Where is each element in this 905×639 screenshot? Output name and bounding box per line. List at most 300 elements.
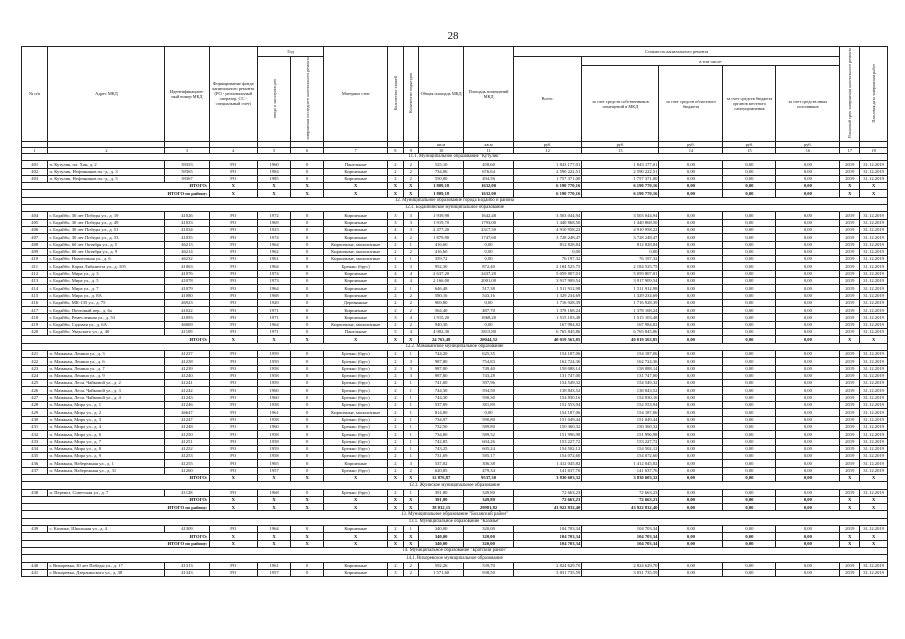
table-cell: 0,00 (659, 234, 723, 241)
building-row (22, 358, 888, 365)
table-cell: 590,80 (464, 416, 514, 423)
address-cell: п. Мамакан, Мира ул., д. 8 (48, 445, 165, 452)
table-cell: 732,50 (419, 423, 464, 430)
total-cell: X (209, 540, 258, 547)
building-row (22, 277, 888, 284)
total-label: ИТОГО: (22, 496, 210, 503)
table-cell: 590,30 (464, 394, 514, 401)
table-cell: 0,00 (723, 453, 776, 460)
table-cell: 72 663,23 (582, 489, 659, 496)
table-cell: Кирпичные (324, 292, 388, 299)
building-row (22, 489, 888, 496)
table-cell: 41248 (165, 423, 209, 430)
page-number: 28 (447, 30, 459, 42)
table-cell: 0,00 (723, 241, 776, 248)
table-cell: 0,00 (659, 358, 723, 365)
table-cell: 0,00 (723, 168, 776, 175)
table-cell: РО (209, 241, 258, 248)
table-cell: 153 227,72 (582, 438, 659, 445)
total-cell: 72 663,23 (513, 496, 581, 503)
table-cell: 1 (403, 423, 418, 430)
table-cell: 814,80 (419, 409, 464, 416)
table-cell: 741,00 (419, 380, 464, 387)
table-cell: РО (209, 402, 258, 409)
table-cell: Кирпичные (324, 270, 388, 277)
table-cell: РО (209, 387, 258, 394)
table-cell: 0,00 (776, 460, 840, 467)
table-cell: 0,00 (659, 445, 723, 452)
table-cell: 131 747,00 (582, 372, 659, 379)
table-cell: 0,00 (723, 226, 776, 233)
table-cell: 987,80 (419, 365, 464, 372)
table-cell: РО (209, 219, 258, 226)
table-cell: Брежно (брус) (324, 402, 388, 409)
table-cell: 592,26 (419, 562, 464, 569)
table-cell: 152 553,94 (582, 402, 659, 409)
column-number: 9 (403, 147, 418, 153)
table-cell: 1 843 177,01 (513, 161, 581, 168)
table-cell: 2 184 525,75 (513, 263, 581, 270)
total-cell: 43 922 832,40 (582, 504, 659, 511)
table-cell: 31.12.2019 (860, 299, 888, 306)
table-cell: 417 (22, 307, 48, 314)
table-cell: 3 (403, 372, 418, 379)
building-row (22, 285, 888, 292)
table-cell: 2019 (840, 350, 860, 357)
table-cell: 0,00 (659, 438, 723, 445)
section-row (22, 555, 888, 562)
total-label: ИТОГО по району: (22, 540, 210, 547)
table-cell: 46213 (165, 241, 209, 248)
total-cell: X (209, 183, 258, 190)
table-cell: 2 (388, 161, 403, 168)
table-cell: 1973 (258, 277, 291, 284)
total-cell: X (291, 504, 324, 511)
total-cell: 0,00 (723, 183, 776, 190)
table-cell: 3815,80 (464, 329, 514, 336)
table-cell: 1 329 234,69 (513, 292, 581, 299)
total-row (22, 336, 888, 343)
table-cell: 1 939,98 (419, 212, 464, 219)
table-cell: 987,80 (419, 372, 464, 379)
unit-label: кв.м (464, 141, 514, 147)
address-cell: г. Бодайбо, 30 лет Победы ул., д. 51 (48, 226, 165, 233)
total-cell: 0,00 (659, 533, 723, 540)
table-cell: 2 (403, 307, 418, 314)
table-cell: 743,25 (419, 445, 464, 452)
building-row (22, 161, 888, 168)
column-number: 8 (388, 147, 403, 153)
table-cell: 580,16 (419, 292, 464, 299)
table-cell: 2 (403, 321, 418, 328)
table-cell: 3 (403, 212, 418, 219)
table-cell: Кирпичные (324, 307, 388, 314)
table-cell: Кирпичные (324, 562, 388, 569)
table-cell: 2 477,20 (419, 226, 464, 233)
table-cell: 411 (22, 263, 48, 270)
building-row (22, 270, 888, 277)
table-cell: Брежно (брус) (324, 423, 388, 430)
table-cell: 0 (291, 438, 324, 445)
total-row (22, 496, 888, 503)
table-cell: 734,06 (419, 168, 464, 175)
table-cell: 0 (291, 467, 324, 474)
address-cell: с. Казачье, Школьная ул., д. 4 (48, 526, 165, 533)
table-cell: 0,00 (659, 307, 723, 314)
total-cell: 0,00 (659, 190, 723, 197)
section-title: 13. Муниципальное образование "Боханский район" (22, 511, 888, 518)
table-cell: 1958 (258, 416, 291, 423)
column-number: 4 (209, 147, 258, 153)
table-cell: 589,52 (464, 431, 514, 438)
table-cell: 405 (22, 219, 48, 226)
table-cell: 167 984,82 (582, 321, 659, 328)
table-cell: 0,00 (723, 372, 776, 379)
table-cell: 2019 (840, 467, 860, 474)
total-cell: X (324, 190, 388, 197)
table-cell: 1961 (258, 409, 291, 416)
table-cell: 2 (388, 394, 403, 401)
table-cell: 423 (22, 365, 48, 372)
table-cell: 0,00 (659, 256, 723, 263)
table-cell: 2019 (840, 292, 860, 299)
table-cell: 0,00 (723, 387, 776, 394)
total-cell: 0,00 (723, 533, 776, 540)
table-cell: 2019 (840, 329, 860, 336)
table-cell: 0,00 (776, 212, 840, 219)
table-cell: 2001,00 (464, 277, 514, 284)
table-cell: 1 (403, 438, 418, 445)
total-cell: 0,00 (723, 475, 776, 482)
building-row (22, 569, 888, 576)
table-cell: 0,00 (723, 438, 776, 445)
section-title: 14.1. Вихоревское муниципальное образование (22, 555, 888, 562)
table-cell: РО (209, 314, 258, 321)
table-cell: 2 184 525,75 (582, 263, 659, 270)
total-cell: 38 032,15 (419, 504, 464, 511)
table-cell: 31.12.2019 (860, 431, 888, 438)
table-cell: 1960 (258, 394, 291, 401)
table-cell: 749,40 (464, 365, 514, 372)
table-cell: Брежно (брус) (324, 263, 388, 270)
total-cell: 12 876,87 (419, 475, 464, 482)
address-cell: г. Бодайбо, Ремесленная ул., д. 53 (48, 314, 165, 321)
table-cell: 1 919,70 (419, 219, 464, 226)
table-cell: 31.12.2019 (860, 350, 888, 357)
table-cell: 0,00 (776, 402, 840, 409)
total-cell: 0,00 (776, 336, 840, 343)
table-cell: 2019 (840, 416, 860, 423)
header-including: в том числе: (582, 57, 840, 66)
header-cost-group: Стоимость капитального ремонта (513, 47, 840, 57)
table-cell: 1958 (258, 438, 291, 445)
table-cell: 31.12.2019 (860, 394, 888, 401)
table-cell: 0,00 (659, 380, 723, 387)
table-cell: 0,00 (723, 358, 776, 365)
total-cell: 0,00 (659, 336, 723, 343)
table-cell: 0,00 (659, 394, 723, 401)
table-cell: 2 (388, 562, 403, 569)
total-cell: X (324, 496, 388, 503)
table-cell: 1960 (258, 387, 291, 394)
table-cell: 4 (388, 270, 403, 277)
table-cell: 0 (291, 453, 324, 460)
total-cell: 72 663,23 (582, 496, 659, 503)
total-cell: X (388, 533, 403, 540)
table-cell: 754,83 (464, 358, 514, 365)
building-row (22, 350, 888, 357)
table-cell: 0,00 (776, 423, 840, 430)
table-cell: 1959 (258, 380, 291, 387)
table-cell: 734,80 (419, 431, 464, 438)
table-cell: 1 (403, 394, 418, 401)
total-cell: X (291, 496, 324, 503)
table-cell: 306,38 (464, 460, 514, 467)
table-cell: 2019 (840, 168, 860, 175)
table-cell: 41079 (165, 285, 209, 292)
table-cell: 0,00 (723, 212, 776, 219)
table-cell: 151 996,98 (582, 431, 659, 438)
total-cell: X (388, 475, 403, 482)
table-cell: 1 (403, 453, 418, 460)
table-cell: 0,00 (723, 489, 776, 496)
table-cell: Деревянные (324, 299, 388, 306)
table-cell: 0 (291, 321, 324, 328)
table-cell: РО (209, 467, 258, 474)
table-cell: 0,00 (659, 489, 723, 496)
table-cell: 154 549,32 (582, 380, 659, 387)
table-cell: 1868,20 (464, 314, 514, 321)
table-cell: 1 (403, 431, 418, 438)
table-cell: 415 (22, 292, 48, 299)
address-cell: п. Мамакан, Ленина ул., д. 9 (48, 372, 165, 379)
table-cell: 0,00 (659, 562, 723, 569)
table-cell: 4 (388, 234, 403, 241)
table-cell: 0,00 (659, 226, 723, 233)
table-cell: 1 511 912,98 (513, 285, 581, 292)
table-cell: 1 440 868,50 (513, 219, 581, 226)
table-cell: РО (209, 526, 258, 533)
table-cell: 150 360,32 (582, 423, 659, 430)
total-cell: 0,00 (723, 336, 776, 343)
address-cell: г. Бодайбо, Мира ул., д. 7 (48, 285, 165, 292)
table-cell: 2 (388, 489, 403, 496)
table-cell: 419 (22, 321, 48, 328)
table-cell: 0,00 (776, 329, 840, 336)
column-number: 12 (513, 147, 581, 153)
table-cell: 1642,48 (464, 212, 514, 219)
table-cell: Кирпичные (324, 569, 388, 576)
table-cell: 2 (388, 402, 403, 409)
total-cell: X (403, 183, 418, 190)
table-cell: Кирпичные (324, 314, 388, 321)
building-row (22, 402, 888, 409)
table-cell: 0,00 (776, 292, 840, 299)
table-cell: 0,00 (723, 292, 776, 299)
total-cell: 0,00 (723, 496, 776, 503)
table-cell: 104 703,34 (513, 526, 581, 533)
table-cell: 1968 (258, 292, 291, 299)
building-row (22, 423, 888, 430)
table-cell: 41078 (165, 277, 209, 284)
table-cell: 416,60 (419, 248, 464, 255)
header-year-last-overhaul: завершения последнего капитального ремонта (304, 57, 310, 140)
total-cell: X (860, 190, 888, 197)
table-cell: 0 (291, 423, 324, 430)
table-cell: 0,00 (659, 569, 723, 576)
table-cell: РО (209, 212, 258, 219)
table-cell: 0,00 (723, 329, 776, 336)
header-year-group: Год (258, 47, 324, 57)
table-cell: 440 (22, 562, 48, 569)
table-cell: 421 (22, 350, 48, 357)
unit-label: руб. (723, 141, 776, 147)
table-cell: 414 (22, 285, 48, 292)
total-cell: 104 703,34 (513, 540, 581, 547)
total-cell: X (209, 190, 258, 197)
table-cell: 1 515 103,48 (582, 314, 659, 321)
table-cell: 3 831 735,59 (582, 569, 659, 576)
table-cell: 1964 (258, 241, 291, 248)
table-cell: 2 (403, 161, 418, 168)
table-cell: 2 (388, 299, 403, 306)
table-cell: 812 828,84 (513, 241, 581, 248)
table-cell: 349,80 (464, 489, 514, 496)
header-local-budget: за счет средств бюджета органов местного самоуправления (723, 66, 776, 142)
table-cell: 1971 (258, 307, 291, 314)
total-cell: X (860, 540, 888, 547)
table-cell: 1 757 371,00 (513, 175, 581, 182)
total-label: ИТОГО по району: (22, 504, 210, 511)
total-cell: X (258, 540, 291, 547)
table-cell: 381,89 (464, 402, 514, 409)
address-cell: г. Бодайбо, 30 лет Победы ул., д. 53 (48, 234, 165, 241)
table-cell: 340,00 (419, 526, 464, 533)
table-cell: 2 (403, 562, 418, 569)
table-cell: 2019 (840, 358, 860, 365)
table-cell: 0,00 (659, 161, 723, 168)
table-cell: 1 511 912,98 (582, 285, 659, 292)
table-cell: Кирпичные (324, 285, 388, 292)
table-cell: 2019 (840, 569, 860, 576)
table-cell: 3 917 909,54 (513, 277, 581, 284)
total-cell: X (403, 540, 418, 547)
address-cell: г. Вихоревка, Дзержинского ул., д. 38 (48, 569, 165, 576)
table-cell: 4 910 958,22 (513, 226, 581, 233)
table-cell: 494,56 (464, 175, 514, 182)
building-row (22, 299, 888, 306)
table-cell: 0,00 (659, 263, 723, 270)
total-cell: X (291, 190, 324, 197)
table-cell: 0,00 (776, 394, 840, 401)
table-cell: 424 (22, 372, 48, 379)
table-cell: 0 (291, 161, 324, 168)
table-cell: 2 637,20 (419, 270, 464, 277)
table-cell: 76 197,32 (582, 256, 659, 263)
address-cell: г. Бодайбо, Новоточная ул., д. 6 (48, 256, 165, 263)
building-row (22, 387, 888, 394)
table-cell: 0,00 (776, 270, 840, 277)
table-cell: 1974 (258, 270, 291, 277)
table-cell: 422 (22, 358, 48, 365)
total-cell: 0,00 (659, 540, 723, 547)
table-cell: 0,00 (776, 409, 840, 416)
table-cell: 0,00 (776, 438, 840, 445)
table-cell: 872,40 (464, 263, 514, 270)
total-cell: X (291, 336, 324, 343)
table-cell: 2 (403, 299, 418, 306)
building-row (22, 219, 888, 226)
table-cell: РО (209, 226, 258, 233)
table-cell: 41093 (165, 314, 209, 321)
table-cell: 3 (403, 263, 418, 270)
capital-repair-table (21, 46, 888, 577)
total-cell: X (324, 183, 388, 190)
total-cell: X (403, 190, 418, 197)
table-cell: Брежно (брус) (324, 380, 388, 387)
column-number: 16 (776, 147, 840, 153)
table-cell: 425 (22, 380, 48, 387)
table-cell: 0,00 (723, 219, 776, 226)
table-cell: 0,00 (723, 234, 776, 241)
table-cell: 31.12.2019 (860, 460, 888, 467)
table-cell: 46069 (165, 321, 209, 328)
table-cell: 0,00 (776, 358, 840, 365)
address-cell: п. Мамакан, Мира ул., д. 6 (48, 431, 165, 438)
table-cell: 0,00 (464, 241, 514, 248)
table-cell: 0,00 (582, 248, 659, 255)
building-row (22, 416, 888, 423)
total-cell: X (209, 496, 258, 503)
total-cell: 6 190 770,16 (513, 183, 581, 190)
table-cell: 154 830,16 (582, 394, 659, 401)
total-label: ИТОГО: (22, 183, 210, 190)
total-cell: X (258, 336, 291, 343)
table-cell: 4 (403, 270, 418, 277)
table-cell: 0,00 (776, 219, 840, 226)
table-cell: 0 (291, 219, 324, 226)
total-row (22, 540, 888, 547)
table-cell: 430 (22, 416, 48, 423)
total-cell: 40 019 563,85 (513, 336, 581, 343)
table-cell: 0,00 (723, 270, 776, 277)
table-cell: 1793,00 (464, 219, 514, 226)
total-label: ИТОГО по району: (22, 190, 210, 197)
table-cell: 162 724,36 (513, 358, 581, 365)
table-cell: 438 (22, 489, 48, 496)
unit-label: руб. (582, 141, 659, 147)
table-cell: 41080 (165, 292, 209, 299)
table-cell: 0 (291, 372, 324, 379)
table-cell: 0 (291, 270, 324, 277)
table-cell: 0,00 (776, 350, 840, 357)
table-cell: 31.12.2019 (860, 387, 888, 394)
table-cell: 1964 (258, 321, 291, 328)
table-cell: 1 (403, 445, 418, 452)
table-cell: 2 (403, 168, 418, 175)
address-cell: г. Бодайбо, 30 лет Победы ул., д. 19 (48, 212, 165, 219)
table-cell: 0 (291, 562, 324, 569)
table-cell: 0,00 (659, 460, 723, 467)
table-cell: 41242 (165, 387, 209, 394)
table-cell: 0,00 (776, 234, 840, 241)
total-cell: X (840, 504, 860, 511)
table-cell: 0 (291, 256, 324, 263)
total-cell: X (388, 190, 403, 197)
table-cell: 0 (291, 168, 324, 175)
table-cell: 0,00 (659, 409, 723, 416)
table-cell: 2019 (840, 489, 860, 496)
